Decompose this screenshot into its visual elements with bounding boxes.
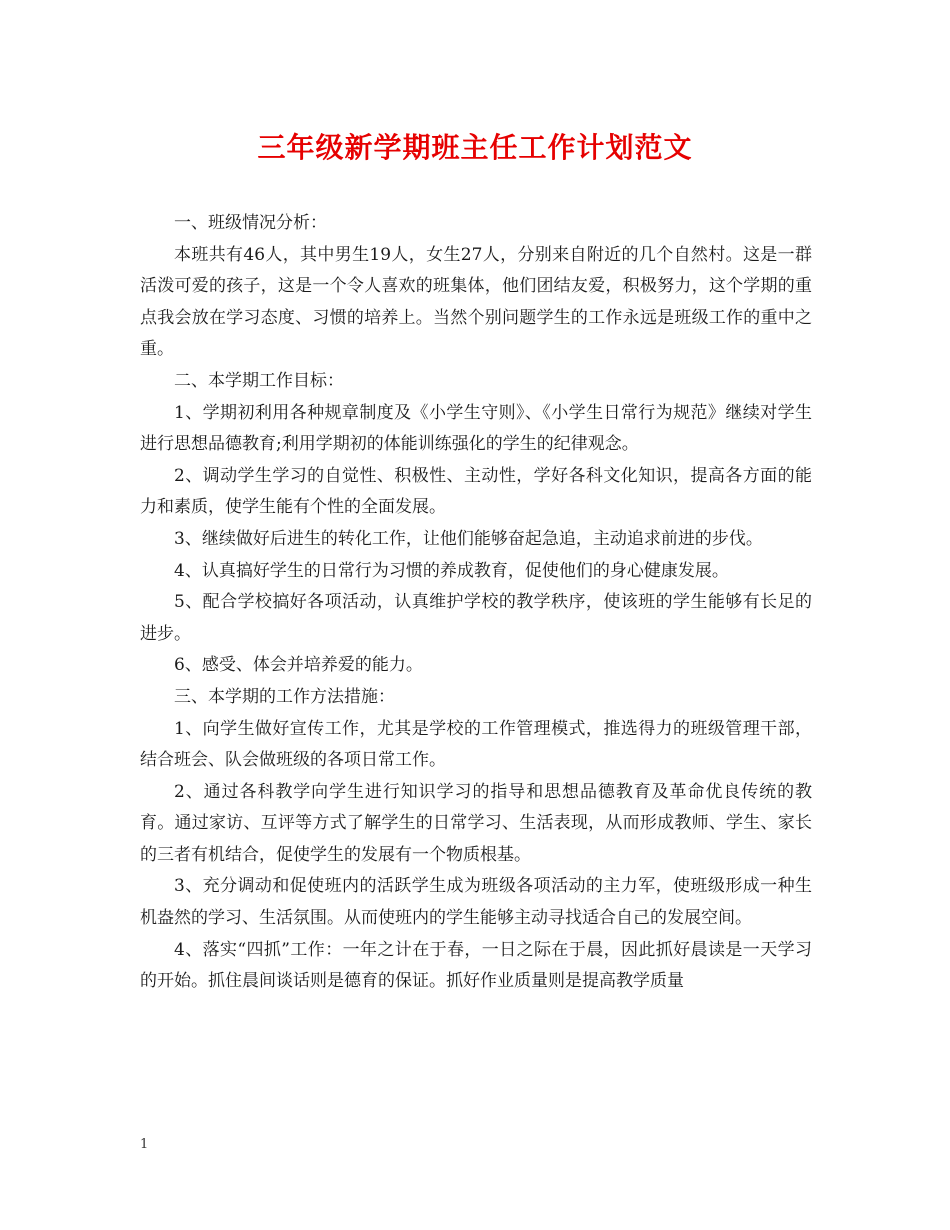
section-heading: 三、本学期的工作方法措施： bbox=[174, 686, 395, 707]
section-heading: 一、班级情况分析： bbox=[174, 213, 327, 233]
paragraph: 2、调动学生学习的自觉性、积极性、主动性，学好各科文化知识，提高各方面的能力和素质，使学生能有个性的全面发展。 bbox=[140, 465, 812, 518]
section-heading: 二、本学期工作目标： bbox=[174, 370, 344, 391]
paragraph: 5、配合学校搞好各项活动，认真维护学校的教学秩序，使该班的学生能够有长足的进步。 bbox=[140, 592, 812, 644]
paragraph: 3、充分调动和促使班内的活跃学生成为班级各项活动的主力军，使班级形成一种生机盎然的学习、生活氛围。从而使班内的学生能够主动寻找适合自己的发展空间。 bbox=[140, 876, 812, 929]
paragraph: 2、通过各科教学向学生进行知识学习的指导和思想品德教育及革命优良传统的教育。通过家访、互评等方式了解学生的日常学习、生活表现，从而形成教师、学生、家长的三者有机结合，促使学生的发展有一个物质根基。 bbox=[140, 781, 812, 865]
paragraph: 3、继续做好后进生的转化工作，让他们能够奋起急追，主动追求前进的步伐。 bbox=[174, 528, 763, 549]
page-number: 1 bbox=[140, 1137, 149, 1152]
paragraph: 4、认真搞好学生的日常行为习惯的养成教育，促使他们的身心健康发展。 bbox=[174, 560, 729, 581]
paragraph: 6、感受、体会并培养爱的能力。 bbox=[174, 655, 423, 676]
document-body bbox=[140, 208, 812, 998]
paragraph: 4、落实“四抓”工作：一年之计在于春，一日之际在于晨，因此抓好晨读是一天学习的开始。抓住晨间谈话则是德育的保证。抓好作业质量则是提高教学质量 bbox=[140, 939, 812, 992]
paragraph: 1、学期初利用各种规章制度及《小学生守则》、《小学生日常行为规范》继续对学生进行思想品德教育;利用学期初的体能训练强化的学生的纪律观念。 bbox=[140, 402, 812, 455]
paragraph: 本班共有46人，其中男生19人，女生27人，分别来自附近的几个自然村。这是一群活泼可爱的孩子，这是一个令人喜欢的班集体，他们团结友爱，积极努力，这个学期的重点我会放在学习态度、习惯的培养上。当然个别问题学生的工作永远是班级工作的重中之重。 bbox=[140, 244, 812, 360]
paragraph: 1、向学生做好宣传工作，尤其是学校的工作管理模式，推选得力的班级管理干部，结合班会、队会做班级的各项日常工作。 bbox=[140, 718, 812, 771]
document-title: 三年级新学期班主任工作计划范文 bbox=[257, 131, 693, 164]
